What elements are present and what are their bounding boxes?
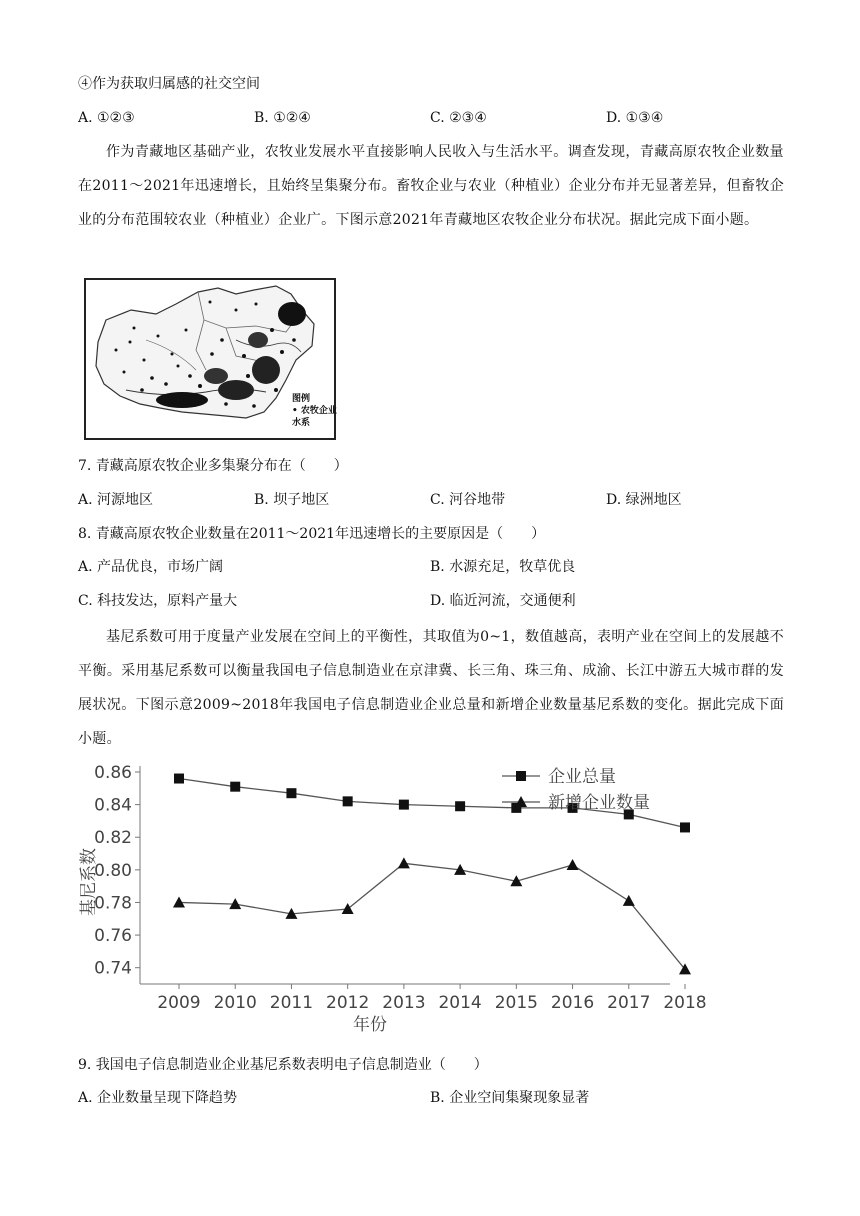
x-tick-label: 2010 [213, 993, 257, 1013]
x-tick-label: 2014 [438, 993, 482, 1013]
x-tick-labels [157, 984, 706, 1013]
q8-option-a[interactable]: A. 产品优良，市场广阔 [78, 559, 224, 575]
x-tick-label: 2015 [494, 993, 538, 1013]
data-point [174, 774, 184, 784]
x-axis-label: 年份 [353, 1015, 387, 1035]
legend-title: 图例 [292, 394, 311, 404]
passage-agriculture: 作为青藏地区基础产业，农牧业发展水平直接影响人民收入与生活水平。调查发现，青藏高原农牧企业数量在2011～2021年迅速增长，且始终呈集聚分布。畜牧企业与农业（种植业）企业分布并无显著差异，但畜牧企业的分布范围较农业（种植业）企业广。下图示意2021年青藏地区农牧企业分布状况。据此完成下面小题。 [78, 144, 784, 228]
y-tick-label: 0.80 [94, 860, 132, 881]
q7-option-c[interactable]: C. 河谷地带 [430, 492, 506, 508]
y-tick-label: 0.74 [94, 958, 132, 979]
x-tick-label: 2011 [269, 993, 314, 1013]
y-tick-label: 0.76 [94, 926, 132, 947]
q9-option-b[interactable]: B. 企业空间集聚现象显著 [430, 1090, 590, 1106]
y-tick-labels [94, 763, 140, 979]
data-point [286, 788, 296, 798]
legend-label: 新增企业数量 [548, 793, 650, 813]
x-tick-label: 2016 [550, 993, 595, 1013]
data-point [399, 800, 409, 810]
q6-option-b[interactable]: B. ①②④ [254, 110, 311, 126]
y-tick-label: 0.84 [94, 795, 132, 816]
q8-stem: 8. 青藏高原农牧企业数量在2011～2021年迅速增长的主要原因是（ ） [78, 526, 546, 542]
x-tick-label: 2009 [157, 993, 201, 1013]
series-line-1 [179, 863, 685, 969]
legend-river: 水系 [292, 418, 311, 428]
data-point [398, 857, 410, 868]
y-axis-label: 基尼系数 [79, 848, 99, 916]
gini-line-chart [70, 752, 707, 1042]
q7-stem: 7. 青藏高原农牧企业多集聚分布在（ ） [78, 458, 348, 474]
q8-option-b[interactable]: B. 水源充足，牧草优良 [430, 559, 576, 575]
passage-gini: 基尼系数可用于度量产业发展在空间上的平衡性，其取值为0~1，数值越高，表明产业在空间上的发展越不平衡。采用基尼系数可以衡量我国电子信息制造业在京津冀、长三角、珠三角、成渝、长江中游五大城市群的发展状况。下图示意2009~2018年我国电子信息制造业企业总量和新增企业数量基尼系数的变化。据此完成下面小题。 [78, 629, 784, 747]
x-tick-label: 2012 [326, 993, 370, 1013]
q8-option-c[interactable]: C. 科技发达，原料产量大 [78, 593, 238, 609]
y-tick-label: 0.78 [94, 893, 132, 914]
q6-option-c[interactable]: C. ②③④ [430, 110, 487, 126]
legend-marker [516, 771, 526, 781]
q6-item4: ④作为获取归属感的社交空间 [78, 76, 260, 92]
data-point [343, 796, 353, 806]
q7-option-a[interactable]: A. 河源地区 [78, 492, 154, 508]
q9-option-a[interactable]: A. 企业数量呈现下降趋势 [78, 1090, 238, 1106]
q6-option-a[interactable]: A. ①②③ [78, 110, 135, 126]
q8-option-d[interactable]: D. 临近河流，交通便利 [430, 593, 576, 609]
legend-enterprise: • 农牧企业 [292, 406, 337, 416]
data-point [623, 895, 635, 906]
q9-stem: 9. 我国电子信息制造业企业基尼系数表明电子信息制造业（ ） [78, 1057, 488, 1073]
q7-option-b[interactable]: B. 坝子地区 [254, 492, 330, 508]
data-point [680, 822, 690, 832]
x-tick-label: 2018 [663, 993, 707, 1013]
legend-label: 企业总量 [548, 767, 616, 787]
data-point [342, 903, 354, 914]
y-tick-label: 0.82 [94, 828, 132, 849]
map-legend [292, 393, 337, 429]
q6-option-d[interactable]: D. ①③④ [606, 110, 664, 126]
chart-legend [502, 767, 650, 813]
q7-option-d[interactable]: D. 绿洲地区 [606, 492, 682, 508]
data-point [230, 782, 240, 792]
y-tick-label: 0.86 [94, 763, 132, 783]
x-tick-label: 2013 [382, 993, 426, 1013]
data-point [455, 801, 465, 811]
x-tick-label: 2017 [607, 993, 651, 1013]
data-point [567, 859, 579, 870]
